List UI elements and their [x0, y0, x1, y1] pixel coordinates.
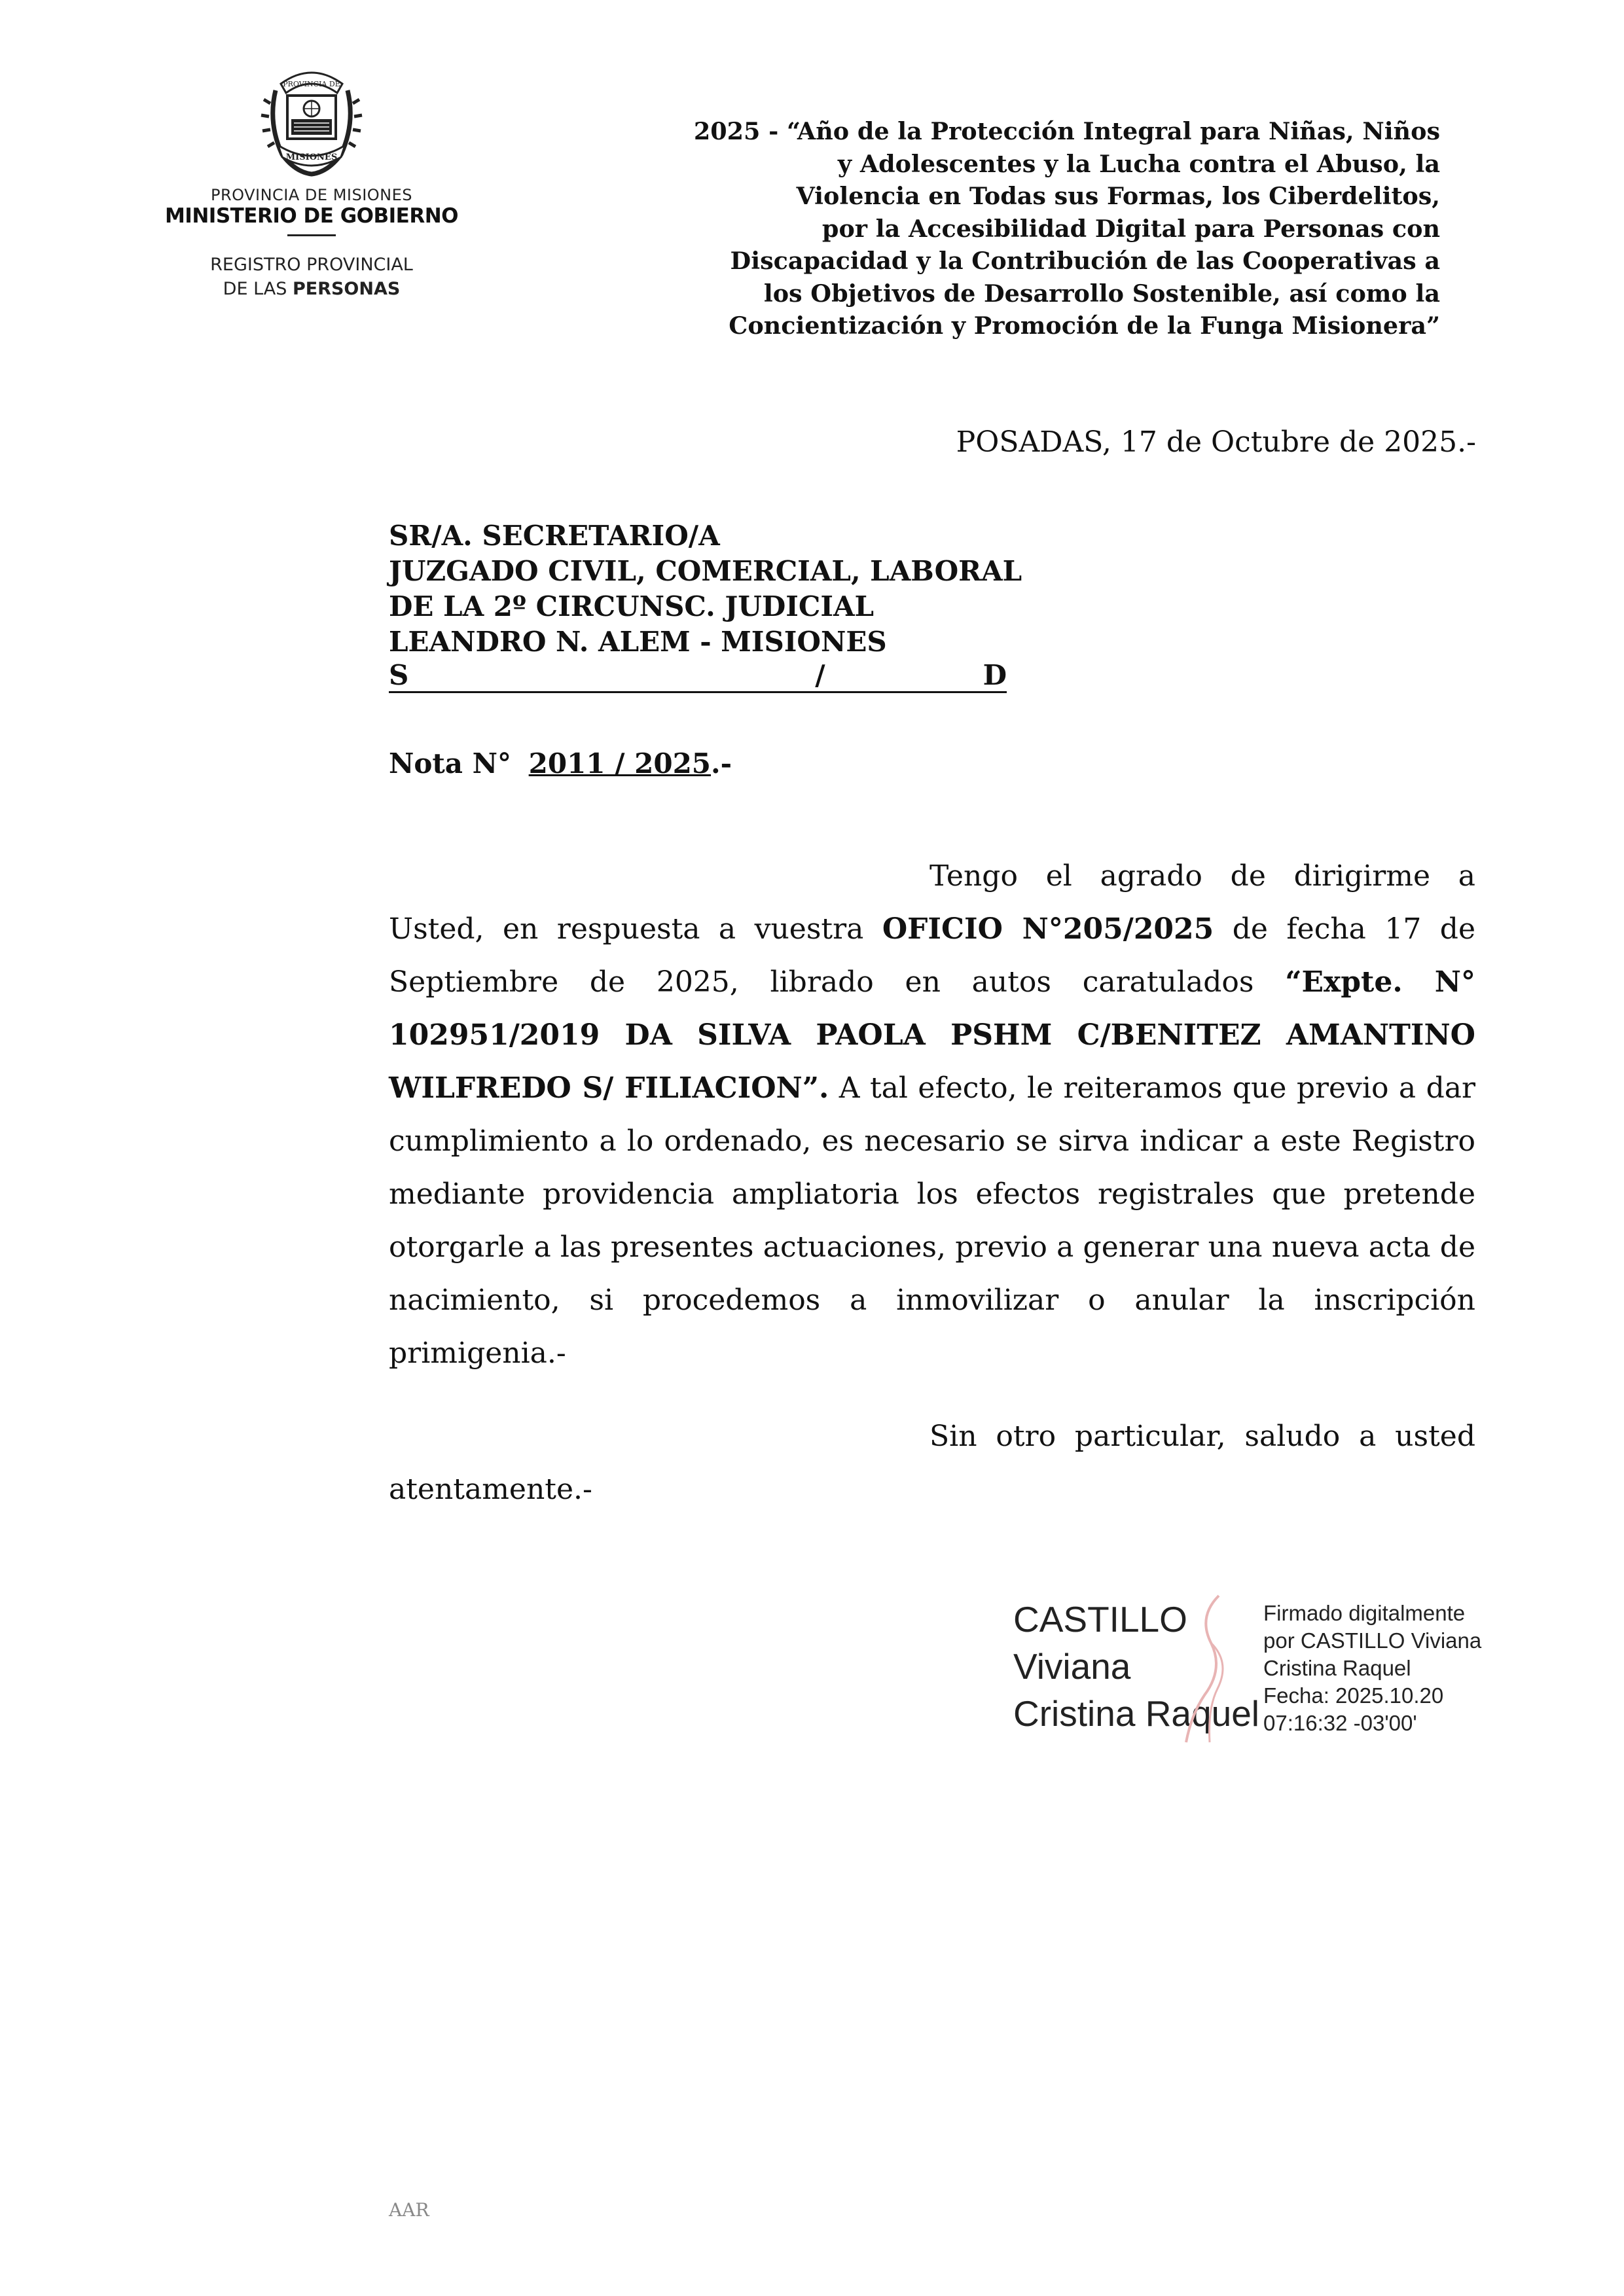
- motto-line: y Adolescentes y la Lucha contra el Abuso, la: [837, 149, 1440, 178]
- province-name: PROVINCIA DE MISIONES: [210, 186, 413, 204]
- sd-d: D: [983, 659, 1007, 691]
- closing-line: atentamente.-: [389, 1473, 592, 1506]
- signature-ribbon-icon: [1172, 1590, 1244, 1748]
- addressee-line-1: SR/A. SECRETARIO/A: [389, 520, 720, 552]
- signer-name-line: Cristina Raquel: [1013, 1693, 1260, 1734]
- footer-initials: AAR: [389, 2199, 429, 2221]
- body-line: [389, 1062, 1475, 1115]
- seal-bottom-text: MISIONES: [285, 152, 338, 162]
- body-line: mediante providencia ampliatoria los efectos registrales que pretende: [389, 1177, 1475, 1211]
- signature-detail-line: Cristina Raquel: [1263, 1656, 1411, 1680]
- signer-name-line: CASTILLO: [1013, 1599, 1187, 1640]
- body-line: primigenia.-: [389, 1336, 566, 1370]
- addressee-line-3: DE LA 2º CIRCUNSC. JUDICIAL: [389, 590, 875, 622]
- oficio-reference: OFICIO N°205/2025: [882, 912, 1214, 946]
- registry-line-2: [156, 279, 467, 299]
- case-reference: “Expte. N°: [1285, 965, 1475, 999]
- note-number-value: 2011 / 2025: [528, 747, 712, 780]
- motto-line: Violencia en Todas sus Formas, los Ciberdelitos,: [796, 182, 1440, 210]
- body-line: otorgarle a las presentes actuaciones, previo a generar una nueva acta de: [389, 1230, 1475, 1264]
- body-text: Septiembre de 2025, librado en autos caratulados: [389, 965, 1286, 999]
- note-number: [389, 747, 732, 780]
- sd-s: S: [389, 659, 409, 691]
- signature-detail-line: 07:16:32 -03'00': [1263, 1711, 1417, 1735]
- ministry-name: MINISTERIO DE GOBIERNO: [164, 204, 459, 228]
- case-reference: WILFREDO S/ FILIACION”.: [389, 1071, 829, 1105]
- registry-line-1: REGISTRO PROVINCIAL: [210, 255, 413, 275]
- note-suffix: .-: [711, 747, 732, 780]
- motto-line: 2025 - “Año de la Protección Integral para Niñas, Niños: [693, 117, 1440, 145]
- letterhead-logo-block: [156, 64, 467, 299]
- closing-block: [389, 1410, 1475, 1516]
- seal-top-text: PROVINCIA DE: [283, 80, 340, 88]
- body-text: de fecha 17 de: [1214, 912, 1475, 946]
- letter-body: [389, 850, 1475, 1380]
- signature-detail-line: Firmado digitalmente: [1263, 1601, 1466, 1625]
- body-text: A tal efecto, le reiteramos que previo a dar: [829, 1071, 1476, 1105]
- closing-line: Sin otro particular, saludo a usted: [929, 1420, 1475, 1453]
- registry-line-2-prefix: DE LAS: [223, 279, 293, 299]
- note-label: Nota N°: [389, 747, 512, 780]
- body-line: cumplimiento a lo ordenado, es necesario se sirva indicar a este Registro: [389, 1124, 1475, 1158]
- ministry-divider: [287, 234, 336, 236]
- signature-detail-line: Fecha: 2025.10.20: [1263, 1683, 1444, 1708]
- body-line: [389, 1009, 1475, 1062]
- body-line: [389, 903, 1475, 956]
- date-line: POSADAS, 17 de Octubre de 2025.-: [956, 425, 1476, 459]
- motto-line: los Objetivos de Desarrollo Sostenible, así como la: [763, 279, 1440, 308]
- su-despacho-line: [389, 660, 1007, 693]
- case-reference: 102951/2019 DA SILVA PAOLA PSHM C/BENITEZ AMANTINO: [389, 1018, 1475, 1052]
- signature-detail-line: por CASTILLO Viviana: [1263, 1628, 1482, 1653]
- sd-slash: /: [815, 659, 825, 691]
- provincial-seal-icon: [256, 64, 367, 177]
- year-motto: [622, 115, 1440, 342]
- body-line: nacimiento, si procedemos a inmovilizar o anular la inscripción: [389, 1283, 1475, 1317]
- addressee-line-4: LEANDRO N. ALEM - MISIONES: [389, 626, 887, 658]
- digital-signature-details: [1263, 1600, 1481, 1737]
- signer-name-line: Viviana: [1013, 1646, 1131, 1687]
- motto-line: Concientización y Promoción de la Funga Misionera”: [729, 312, 1440, 340]
- motto-line: por la Accesibilidad Digital para Personas con: [821, 214, 1440, 243]
- registry-line-2-bold: PERSONAS: [292, 279, 401, 299]
- body-text: Usted, en respuesta a vuestra: [389, 912, 882, 946]
- motto-line: Discapacidad y la Contribución de las Cooperativas a: [730, 247, 1440, 275]
- addressee-line-2: JUZGADO CIVIL, COMERCIAL, LABORAL: [389, 555, 1022, 587]
- addressee-block: [389, 518, 1022, 693]
- body-line: [389, 956, 1475, 1009]
- body-line: Tengo el agrado de dirigirme a: [929, 859, 1475, 893]
